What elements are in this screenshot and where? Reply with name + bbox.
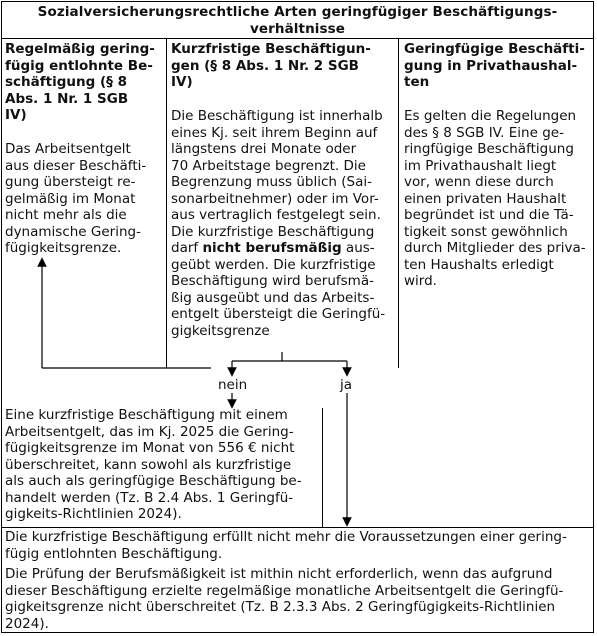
note-no: Eine kurzfristige Beschäftigung mit einem Arbeitsentgelt, das im Kj. 2025 die Gering- fügigkeitsgrenze im Monat von 556 € nicht überschreitet, kann sowohl als kurzfristige als auch als geringfügige Beschäftigung be- handelt werden (Tz. B 2.4 Abs. 1 Geringfü- gigkeits-Richtlinien 2024).	[5, 407, 302, 522]
result-yes-1: Die kurzfristige Beschäftigung erfüllt nicht mehr die Voraussetzungen einer gering- fügig entlohnten Beschäftigung.	[5, 529, 567, 562]
column-3-text: Es gelten die Regelungen des § 8 SGB IV. Eine ge- ringfügige Beschäftigung im Privathaushalt liegt vor, wenn diese durch einen privaten Haushalt begründet ist und die Tä- tigkeit sonst gewöhnlich durch Mitglieder des priva- ten Haushalts erledigt wird.	[404, 108, 586, 289]
decision-no-label: nein	[218, 377, 248, 393]
column-2-heading: Kurzfristige Beschäftigun- gen (§ 8 Abs. 1 Nr. 2 SGB IV)	[171, 41, 371, 90]
decision-yes-label: ja	[340, 377, 353, 393]
column-2-text-bold: nicht berufsmäßig	[202, 240, 342, 256]
result-yes-2: Die Prüfung der Berufsmäßigkeit ist mithin nicht erforderlich, wenn das aufgrund dieser Beschäftigung erzielte regelmäßige monatliche Arbeitsentgelt die Geringfü- gigkeitsgrenze nicht überschreitet (Tz. B 2.3.3 Abs. 2 Geringfügigkeits-Richtlinien 2024).	[5, 566, 564, 632]
column-1-text: Das Arbeitsentgelt aus dieser Beschäfti- gung übersteigt re- gelmäßig im Monat nicht mehr als die dynamische Gering- fügigkeitsgrenze.	[5, 141, 147, 256]
column-2-text-part2: aus- geübt werden. Die kurzfristige Beschäftigung wird berufsmä- ßig ausgeübt und das Arbeits- entgelt übersteigt die Geringfü- gigkeitsgrenze	[171, 240, 386, 339]
column-1-heading: Regelmäßig gering- fügig entlohnte Be- schäftigung (§ 8 Abs. 1 Nr. 1 SGB IV)	[5, 41, 155, 123]
column-2-text-part1: Die Beschäftigung ist innerhalb eines Kj. seit ihrem Beginn auf längstens drei Monate oder 70 Arbeitstage begrenzt. Die Begrenzung muss üblich (Sai- sonarbeitnehmer) oder im Vor- aus vertraglich festgelegt sein. Die kurzfristige Beschäftigung darf	[171, 108, 383, 256]
column-3-heading: Geringfügige Beschäfti- gung in Privathaushal- ten	[404, 41, 585, 90]
diagram-title: Sozialversicherungsrechtliche Arten geringfügiger Beschäftigungs- verhältnisse	[37, 4, 558, 37]
